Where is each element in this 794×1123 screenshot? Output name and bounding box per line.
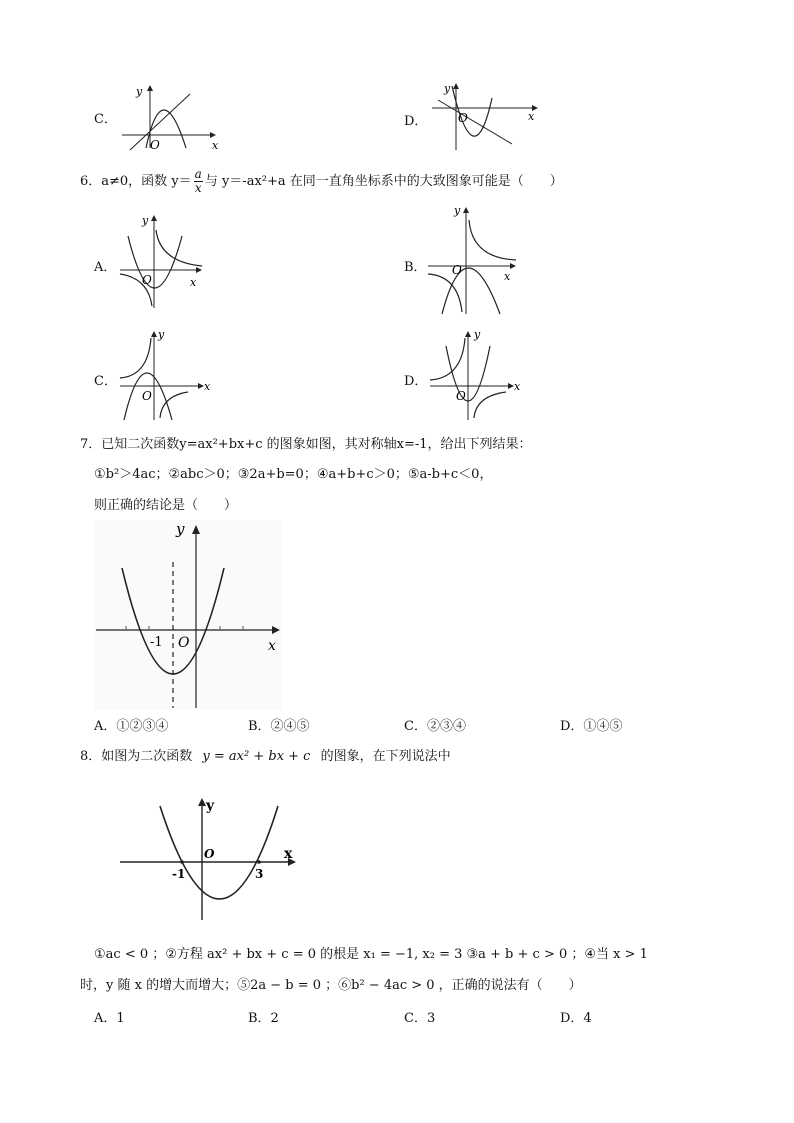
q8-graph-three-label: 3	[255, 867, 264, 881]
q7-option-d[interactable]: D．①④⑤	[560, 719, 623, 734]
q8-statements-line1: ①ac < 0 ；②方程 ax² + bx + c = 0 的根是 x₁ = −1, x₂ = 3 ③a + b + c > 0 ；④当 x > 1	[94, 947, 648, 962]
q7-results: ①b²＞4ac；②abc＞0；③2a+b=0；④a+b+c＞0；⑤a-b+c＜0，	[94, 467, 493, 482]
q7-graph-origin-label: O	[178, 635, 190, 651]
q7-graph-x-label: x	[268, 638, 276, 654]
q8-stem-prefix: 8．如图为二次函数	[80, 749, 193, 764]
q7-graph-y-label: y	[176, 520, 185, 538]
q5-graph-d-x-label: x	[528, 110, 535, 123]
q6-stem-after: 与 y＝-ax²+a 在同一直角坐标系中的大致图象可能是（ ）	[204, 174, 563, 189]
q5-graph-c	[120, 82, 220, 152]
q8-graph	[116, 792, 306, 922]
q6-graph-b-x-label: x	[504, 270, 511, 283]
q5-option-c-label: C．	[94, 112, 117, 127]
q8-option-c[interactable]: C．3	[404, 1011, 436, 1026]
q5-graph-d-y-label: y	[444, 82, 451, 95]
q6-graph-a-origin-label: O	[142, 273, 152, 287]
q8-stem	[80, 748, 451, 766]
q6-graph-c-origin-label: O	[142, 389, 152, 403]
q6-fraction	[194, 168, 203, 195]
q6-fraction-denominator: x	[194, 181, 202, 195]
q5-graph-c-origin-label: O	[150, 138, 160, 152]
q6-stem-before: 6．a≠0，函数 y＝	[80, 174, 192, 189]
q8-graph-y-label: y	[206, 798, 215, 814]
q6-option-a-label: A．	[94, 260, 117, 275]
q8-graph-minus-one-label: -1	[172, 867, 186, 881]
q6-option-d[interactable]	[404, 326, 528, 422]
q7-ask: 则正确的结论是（ ）	[94, 498, 238, 513]
q6-graph-b-origin-label: O	[452, 263, 462, 277]
q6-fraction-numerator: a	[194, 167, 202, 181]
q6-graph-d-y-label: y	[474, 328, 481, 341]
q5-graph-c-x-label: x	[212, 139, 219, 152]
q6-graph-a-y-label: y	[142, 214, 149, 227]
q6-graph-d	[428, 326, 528, 422]
q6-option-d-label: D．	[404, 374, 428, 389]
q8-option-d[interactable]: D．4	[560, 1011, 592, 1026]
q8-graph-x-label: x	[284, 846, 293, 862]
q6-graph-c	[118, 326, 218, 422]
q7-option-a[interactable]: A．①②③④	[94, 719, 169, 734]
q5-option-d[interactable]	[404, 80, 544, 152]
q8-stem-formula: y = ax² + bx + c	[202, 749, 311, 764]
q6-graph-a	[118, 210, 214, 310]
q8-stem-suffix: 的图象，在下列说法中	[320, 749, 451, 764]
q6-graph-d-origin-label: O	[456, 389, 466, 403]
q6-option-b-label: B．	[404, 260, 427, 275]
q6-option-b[interactable]	[404, 202, 528, 316]
q6-graph-c-x-label: x	[204, 380, 211, 393]
q7-graph	[94, 520, 282, 710]
q7-graph-minus-one-label: -1	[150, 635, 163, 650]
q6-option-c[interactable]	[94, 326, 218, 422]
q5-graph-d	[430, 80, 544, 152]
q8-statements-line2: 时，y 随 x 的增大而增大；⑤2a − b = 0 ；⑥b² − 4ac > 0 ，正确的说法有（ ）	[80, 978, 582, 993]
q5-option-d-label: D．	[404, 114, 428, 129]
q8-option-b[interactable]: B．2	[248, 1011, 279, 1026]
q6-stem	[80, 168, 563, 195]
q8-graph-origin-label: O	[204, 847, 215, 861]
q6-graph-d-x-label: x	[514, 380, 521, 393]
q5-graph-d-origin-label: O	[458, 111, 468, 125]
q5-graph-c-y-label: y	[136, 85, 143, 98]
q7-stem: 7．已知二次函数y=ax²+bx+c 的图象如图，其对称轴x=-1，给出下列结果：	[80, 437, 532, 452]
q6-graph-c-y-label: y	[158, 328, 165, 341]
q6-option-c-label: C．	[94, 374, 117, 389]
q7-option-c[interactable]: C．②③④	[404, 719, 466, 734]
q5-option-c[interactable]	[94, 82, 224, 152]
q6-option-a[interactable]	[94, 210, 214, 310]
q7-option-b[interactable]: B．②④⑤	[248, 719, 310, 734]
q6-graph-b-y-label: y	[454, 204, 461, 217]
q6-graph-a-x-label: x	[190, 276, 197, 289]
q8-option-a[interactable]: A．1	[94, 1011, 125, 1026]
q6-graph-b	[426, 202, 528, 316]
